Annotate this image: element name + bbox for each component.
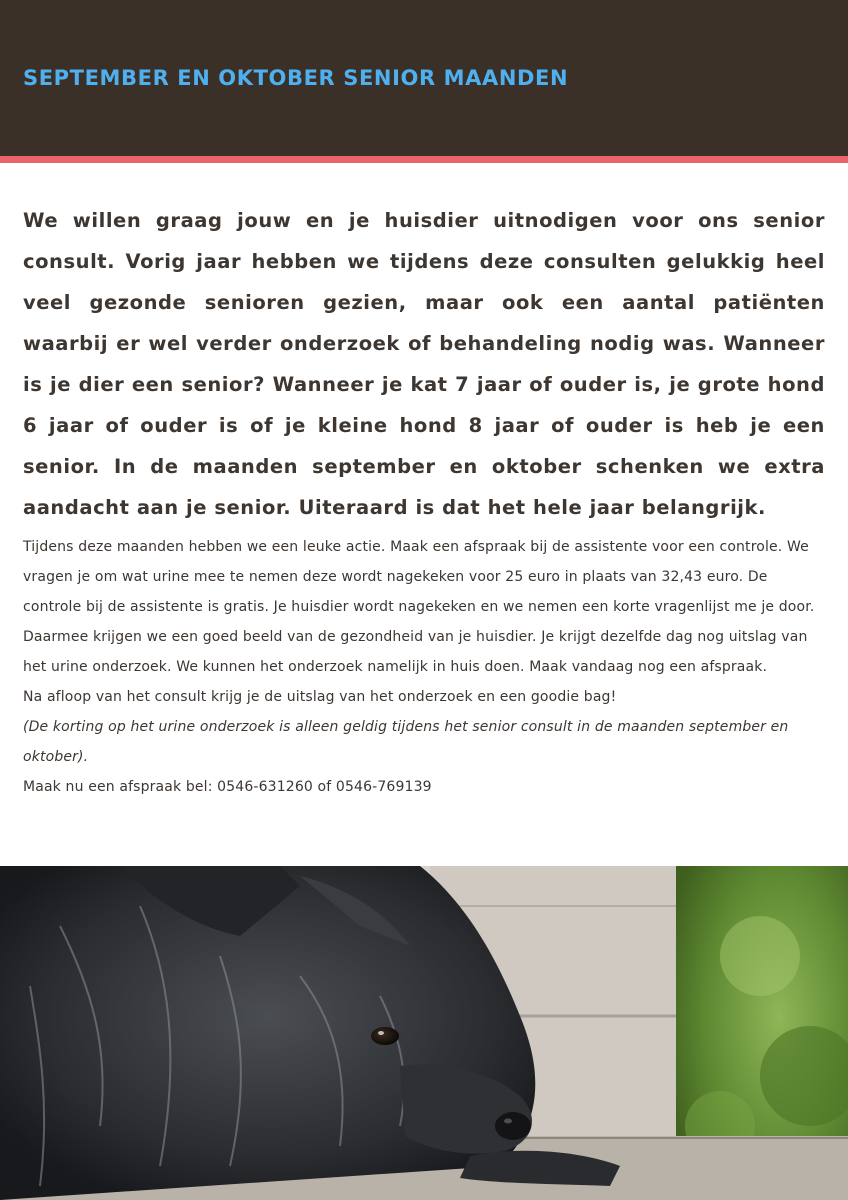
senior-dog-photo (0, 866, 848, 1200)
dog-illustration (0, 866, 848, 1200)
header-accent-stripe (0, 156, 848, 163)
discount-disclaimer: (De korting op het urine onderzoek is alleen geldig tijdens het senior consult in de maanden september en oktober). (23, 719, 789, 765)
intro-paragraph: We willen graag jouw en je huisdier uitnodigen voor ons senior consult. Vorig jaar hebben we tijdens deze consulten gelukkig heel veel gezonde senioren gezien, maar ook een aantal patiënten waarbij er wel verder onderzoek of behandeling nodig was. Wanneer is je dier een senior? Wanneer je kat 7 jaar of ouder is, je grote hond 6 jaar of ouder is of je kleine hond 8 jaar of ouder is heb je een senior. In de maanden september en oktober schenken we extra aandacht aan je senior. Uiteraard is dat het hele jaar belangrijk. (23, 209, 825, 519)
goodie-bag-paragraph: Na afloop van het consult krijg je de uitslag van het onderzoek en een goodie bag! (23, 689, 617, 705)
call-to-action: Maak nu een afspraak bel: 0546-631260 of 0546-769139 (23, 779, 432, 795)
action-paragraph: Tijdens deze maanden hebben we een leuke actie. Maak een afspraak bij de assistente voor een controle. We vragen je om wat urine mee te nemen deze wordt nagekeken voor 25 euro in plaats van 32,43 euro. De controle bij de assistente is gratis. Je huisdier wordt nagekeken en we nemen een korte vragenlijst me je door. Daarmee krijgen we een goed beeld van de gezondheid van je huisdier. Je krijgt dezelfde dag nog uitslag van het urine onderzoek. We kunnen het onderzoek namelijk in huis doen. Maak vandaag nog een afspraak. (23, 539, 815, 675)
body-text (23, 532, 825, 802)
page-title: SEPTEMBER EN OKTOBER SENIOR MAANDEN (23, 66, 569, 90)
header-banner (0, 0, 848, 156)
